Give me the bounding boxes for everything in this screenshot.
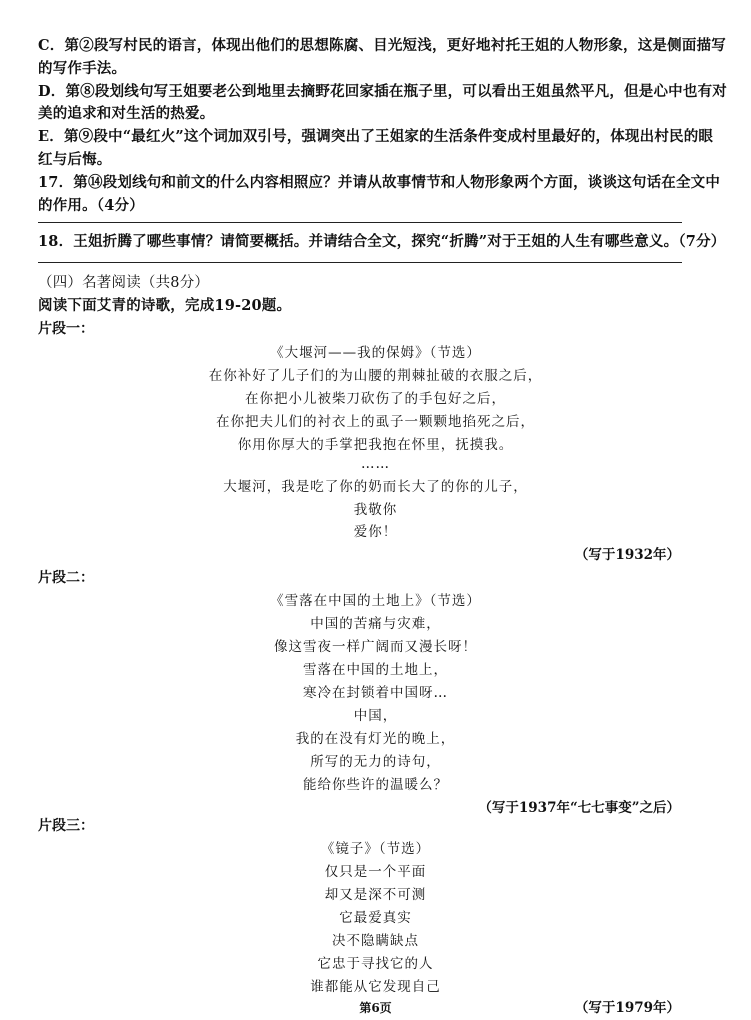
poem-line: 仅只是一个平面: [324, 864, 427, 880]
page-number: 第6页: [359, 1001, 392, 1015]
poem-line: 在你补好了儿子们的为山腰的荆棘扯破的衣服之后，: [208, 368, 543, 384]
option-e-line-2: 红与后悔。: [38, 151, 112, 168]
poem-line: 你用你厚大的手掌把我抱在怀里，抚摸我。: [237, 437, 514, 453]
poem-line: 却又是深不可测: [324, 887, 427, 903]
poem-line: 所写的无力的诗句，: [310, 754, 441, 770]
fragment-1-date-note: （写于1932年）: [574, 547, 680, 563]
section-title: （四）名著阅读（共8分）: [38, 275, 210, 291]
poem-line: 决不隐瞒缺点: [332, 933, 419, 949]
fragment-3-label: 片段三：: [38, 818, 94, 834]
poem-line: 寒冷在封锁着中国呀…: [303, 685, 448, 701]
fragment-1-label: 片段一：: [38, 321, 94, 337]
option-d-line-2: 美的追求和对生活的热爱。: [38, 105, 215, 122]
poem-ellipsis: ……: [361, 456, 390, 472]
option-c-line-1: C．第②段写村民的语言，体现出他们的思想陈腐、目光短浅，更好地衬托王姐的人物形象，这是侧面描写: [38, 37, 726, 54]
fragment-2-title: 《雪落在中国的土地上》（节选）: [270, 593, 481, 609]
poem-line: 像这雪夜一样广阔而又漫长呀！: [274, 639, 477, 655]
poem-line: 能给你些许的温暖么？: [303, 777, 448, 793]
question-17-line-1: 17．第⑭段划线句和前文的什么内容相照应？并请从故事情节和人物形象两个方面，谈谈这句话在全文中: [38, 174, 721, 191]
poem-line: 大堰河，我是吃了你的奶而长大了的你的儿子，: [223, 479, 528, 495]
fragment-3-title: 《镜子》（节选）: [320, 841, 431, 857]
fragment-2-date-note: （写于1937年“七七事变”之后）: [478, 800, 680, 816]
poem-line: 雪落在中国的土地上，: [303, 662, 448, 678]
poem-line: 它最爱真实: [339, 910, 412, 926]
answer-line-17: [38, 222, 682, 223]
poem-line: 中国的苦痛与灾难，: [310, 616, 441, 632]
poem-line: 我的在没有灯光的晚上，: [295, 731, 456, 747]
fragment-1-title: 《大堰河——我的保姆》（节选）: [270, 345, 481, 361]
fragment-2-label: 片段二：: [38, 570, 94, 586]
option-e-line-1: E．第⑨段中“最红火”这个词加双引号，强调突出了王姐家的生活条件变成村里最好的，体现出村民的眼: [38, 128, 714, 145]
poem-line: 我敬你: [353, 502, 398, 518]
poem-line: 谁都能从它发现自己: [310, 979, 441, 995]
answer-line-18: [38, 262, 682, 263]
poem-line: 它忠于寻找它的人: [317, 956, 434, 972]
poem-line: 中国，: [353, 708, 398, 724]
poem-line: 在你把小儿被柴刀砍伤了的手包好之后，: [245, 391, 506, 407]
option-c-line-2: 的写作手法。: [38, 60, 127, 77]
question-17-line-2: 的作用。（4分）: [38, 197, 144, 214]
fragment-3-date-note: （写于1979年）: [574, 1000, 680, 1016]
option-d-line-1: D．第⑧段划线句写王姐要老公到地里去摘野花回家插在瓶子里，可以看出王姐虽然平凡，但是心中也有对: [38, 83, 727, 100]
section-intro: 阅读下面艾青的诗歌，完成19-20题。: [38, 297, 292, 314]
poem-line: 在你把夫儿们的衬衣上的虱子一颗颗地掐死之后，: [216, 414, 535, 430]
question-18: 18．王姐折腾了哪些事情？请简要概括。并请结合全文，探究“折腾”对于王姐的人生有哪些意义。（7分）: [38, 233, 726, 250]
poem-line: 爱你！: [353, 524, 398, 540]
